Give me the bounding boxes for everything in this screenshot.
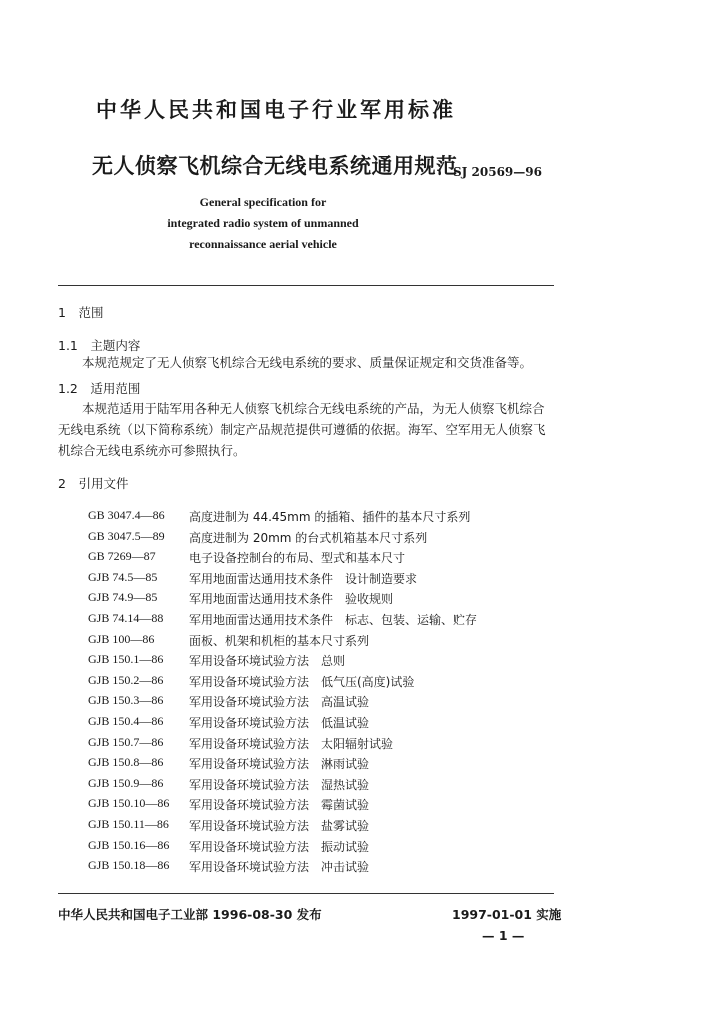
reference-code: GB 3047.4—86 xyxy=(88,508,165,522)
reference-code: GJB 150.10—86 xyxy=(88,796,170,810)
section-1-2-text: 本规范适用于陆军用各种无人侦察飞机综合无线电系统的产品，为无人侦察飞机综合无线电系统（以下简称系统）制定产品规范提供可遵循的依据。海军、空军用无人侦察飞机综合无线电系统亦可参照执行。 xyxy=(58,401,546,458)
reference-title: 军用设备环境试验方法 总则 xyxy=(189,654,346,668)
reference-title: 军用设备环境试验方法 湿热试验 xyxy=(189,778,370,792)
reference-title: 军用设备环境试验方法 冲击试验 xyxy=(189,860,370,874)
reference-title: 军用设备环境试验方法 淋雨试验 xyxy=(189,757,370,771)
reference-code: GJB 150.18—86 xyxy=(88,858,170,872)
reference-title: 军用设备环境试验方法 高温试验 xyxy=(189,695,370,709)
reference-code: GJB 150.2—86 xyxy=(88,673,164,687)
reference-title: 高度进制为 44.45mm 的插箱、插件的基本尺寸系列 xyxy=(189,510,471,524)
reference-code: GJB 100—86 xyxy=(88,632,155,646)
english-title-line-2: integrated radio system of unmanned xyxy=(167,216,359,230)
reference-code: GJB 74.9—85 xyxy=(88,590,158,604)
issuer-line: 中华人民共和国电子工业部 1996-08-30 发布 xyxy=(58,907,322,922)
reference-title: 军用地面雷达通用技术条件 验收规则 xyxy=(189,592,394,606)
reference-title: 军用设备环境试验方法 太阳辐射试验 xyxy=(189,737,394,751)
english-title-line-1: General specification for xyxy=(199,195,327,209)
effective-date: 1997-01-01 实施 xyxy=(452,907,562,922)
reference-title: 面板、机架和机柜的基本尺寸系列 xyxy=(189,634,370,648)
english-title-line-3: reconnaissance aerial vehicle xyxy=(189,237,337,251)
reference-title: 电子设备控制台的布局、型式和基本尺寸 xyxy=(189,551,406,565)
reference-code: GJB 150.7—86 xyxy=(88,735,164,749)
document-title: 无人侦察飞机综合无线电系统通用规范 xyxy=(92,154,458,178)
section-1-1-heading: 1.1 主题内容 xyxy=(58,338,141,353)
standard-category-title: 中华人民共和国电子行业军用标准 xyxy=(96,98,456,122)
reference-code: GJB 74.5—85 xyxy=(88,570,158,584)
reference-code: GJB 150.9—86 xyxy=(88,776,164,790)
reference-code: GJB 150.11—86 xyxy=(88,817,169,831)
reference-code: GJB 150.1—86 xyxy=(88,652,164,666)
reference-code: GJB 150.4—86 xyxy=(88,714,164,728)
reference-title: 高度进制为 20mm 的台式机箱基本尺寸系列 xyxy=(189,531,428,545)
reference-code: GB 7269—87 xyxy=(88,549,156,563)
reference-title: 军用地面雷达通用技术条件 标志、包装、运输、贮存 xyxy=(189,613,478,627)
page-number: — 1 — xyxy=(482,928,525,943)
reference-code: GJB 150.8—86 xyxy=(88,755,164,769)
reference-title: 军用设备环境试验方法 盐雾试验 xyxy=(189,819,370,833)
footer-divider xyxy=(58,893,554,894)
reference-code: GJB 74.14—88 xyxy=(88,611,164,625)
standard-code: SJ 20569—96 xyxy=(453,165,542,179)
reference-code: GJB 150.3—86 xyxy=(88,693,164,707)
section-1-heading: 1 范围 xyxy=(58,305,104,320)
header-divider xyxy=(58,285,554,286)
reference-code: GB 3047.5—89 xyxy=(88,529,165,543)
reference-title: 军用设备环境试验方法 振动试验 xyxy=(189,840,370,854)
reference-title: 军用设备环境试验方法 霉菌试验 xyxy=(189,798,370,812)
section-2-heading: 2 引用文件 xyxy=(58,476,129,491)
reference-title: 军用设备环境试验方法 低气压(高度)试验 xyxy=(189,675,415,689)
section-1-1-text: 本规范规定了无人侦察飞机综合无线电系统的要求、质量保证规定和交货准备等。 xyxy=(82,355,533,370)
reference-code: GJB 150.16—86 xyxy=(88,838,170,852)
reference-title: 军用地面雷达通用技术条件 设计制造要求 xyxy=(189,572,418,586)
reference-title: 军用设备环境试验方法 低温试验 xyxy=(189,716,370,730)
section-1-2-heading: 1.2 适用范围 xyxy=(58,381,141,396)
